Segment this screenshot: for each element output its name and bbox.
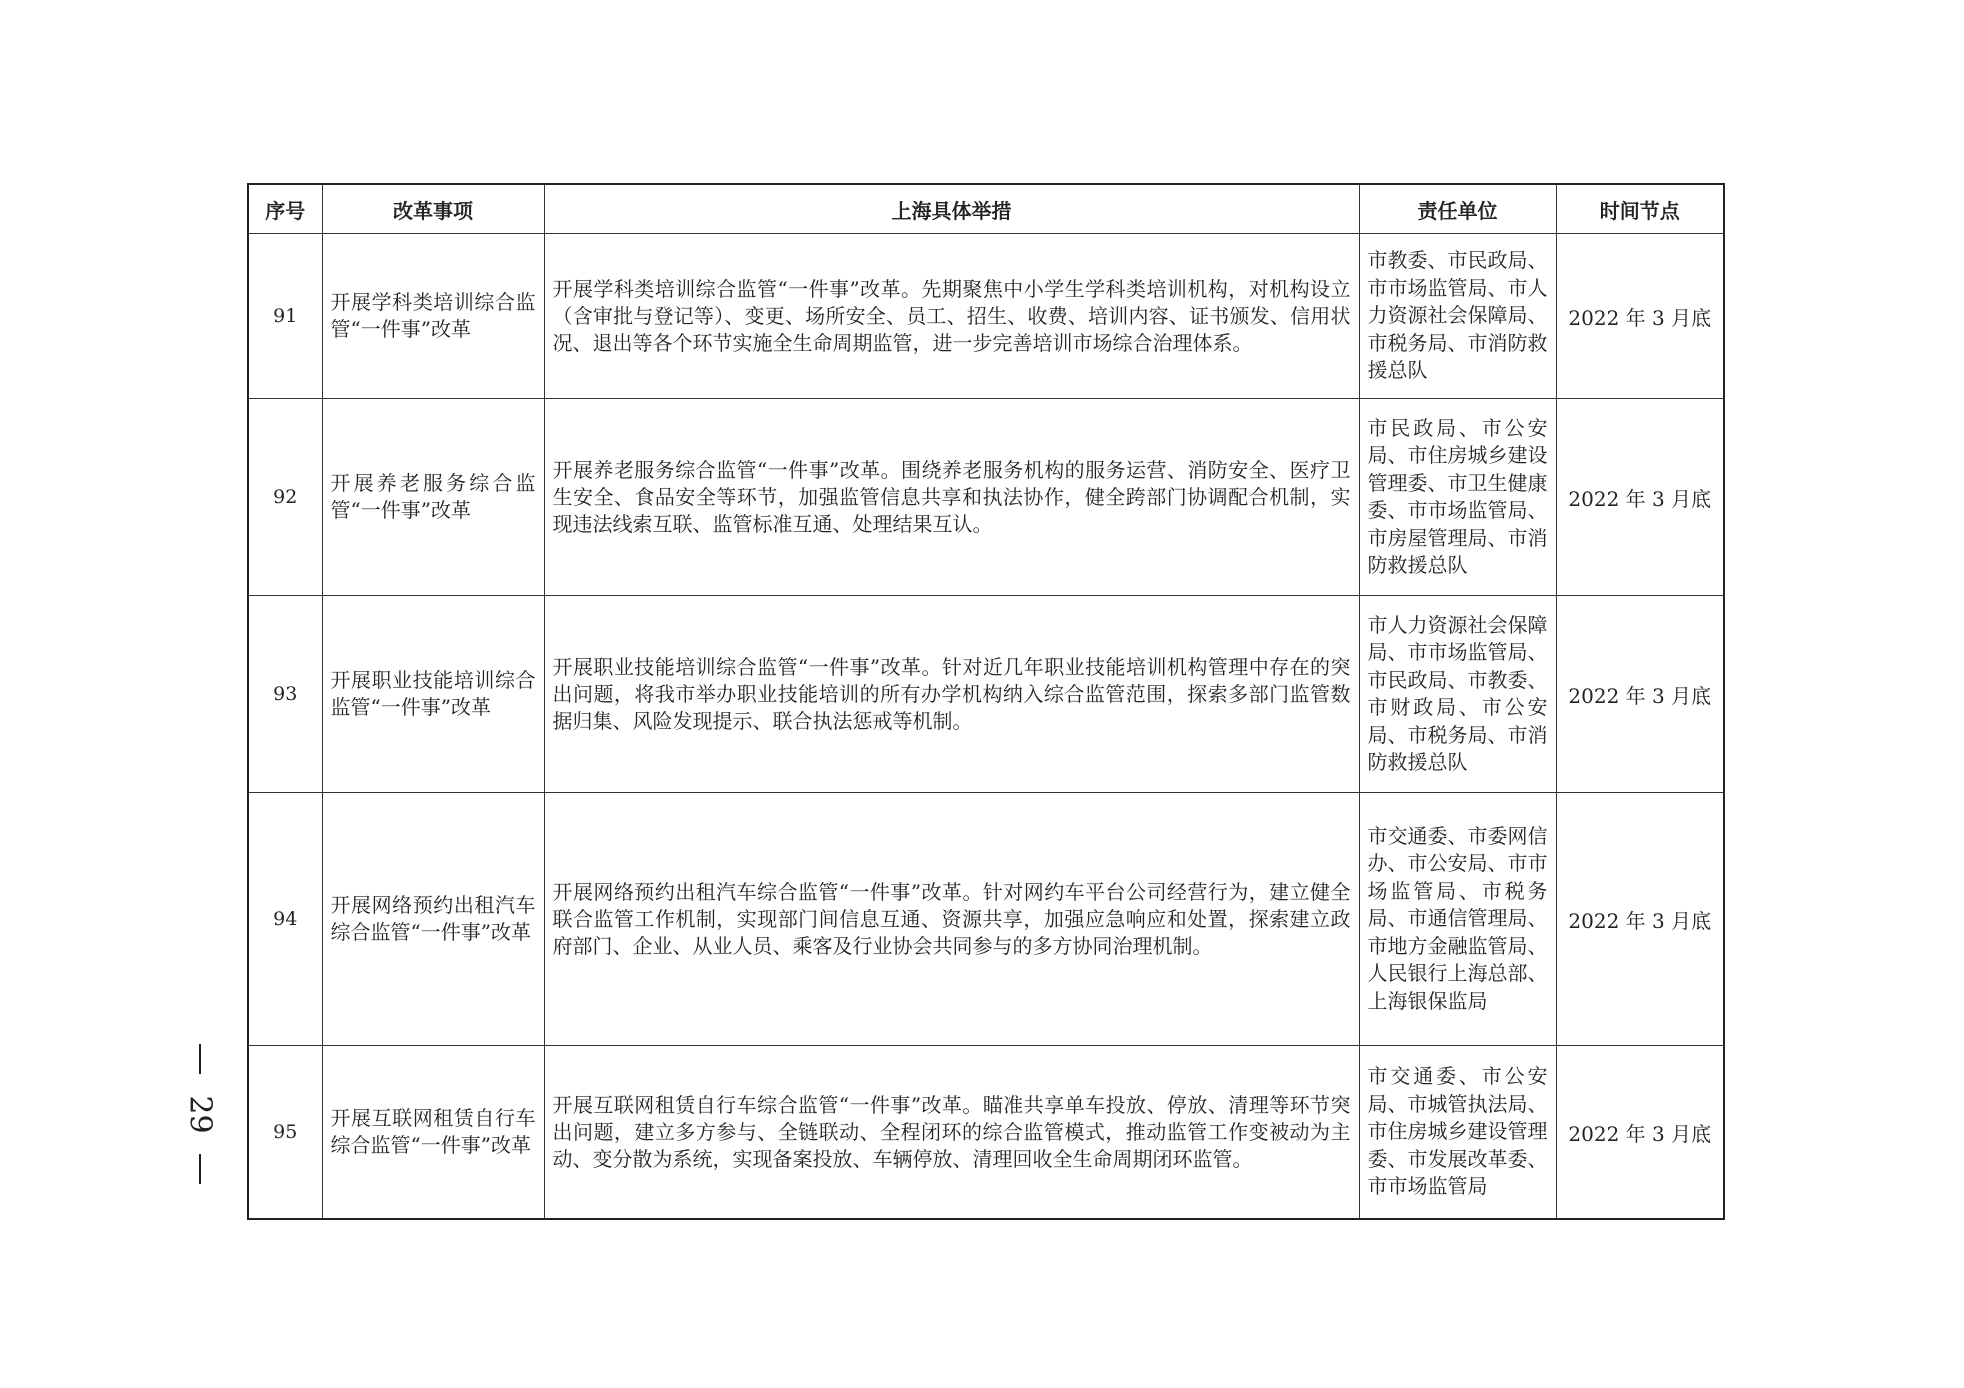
measure-text: 开展养老服务综合监管“一件事”改革。围绕养老服务机构的服务运营、消防安全、医疗卫生安全、食品安全等环节，加强监管信息共享和执法协作，健全跨部门协调配合机制，实现违法线索互联、监管标准互通、处理结果互认。 — [544, 399, 1359, 596]
row-number: 94 — [248, 793, 322, 1046]
measure-text: 开展互联网租赁自行车综合监管“一件事”改革。瞄准共享单车投放、停放、清理等环节突出问题，建立多方参与、全链联动、全程闭环的综合监管模式，推动监管工作变被动为主动、变分散为系统，实现备案投放、车辆停放、清理回收全生命周期闭环监管。 — [544, 1046, 1359, 1220]
deadline: 2022 年 3 月底 — [1556, 399, 1724, 596]
responsible-units: 市交通委、市委网信办、市公安局、市市场监管局、市税务局、市通信管理局、市地方金融监管局、人民银行上海总部、上海银保监局 — [1359, 793, 1556, 1046]
header-reform-item: 改革事项 — [322, 184, 544, 234]
measure-text: 开展职业技能培训综合监管“一件事”改革。针对近几年职业技能培训机构管理中存在的突出问题，将我市举办职业技能培训的所有办学机构纳入综合监管范围，探索多部门监管数据归集、风险发现提示、联合执法惩戒等机制。 — [544, 596, 1359, 793]
row-number: 95 — [248, 1046, 322, 1220]
page-number-dash-top — [199, 1044, 201, 1074]
page-number-marker — [180, 1044, 220, 1184]
table-row — [248, 234, 1724, 399]
table-row — [248, 793, 1724, 1046]
responsible-units: 市教委、市民政局、市市场监管局、市人力资源社会保障局、市税务局、市消防救援总队 — [1359, 234, 1556, 399]
responsible-units: 市交通委、市公安局、市城管执法局、市住房城乡建设管理委、市发展改革委、市市场监管局 — [1359, 1046, 1556, 1220]
header-measures: 上海具体举措 — [544, 184, 1359, 234]
reform-item: 开展网络预约出租汽车综合监管“一件事”改革 — [322, 793, 544, 1046]
reform-item: 开展职业技能培训综合监管“一件事”改革 — [322, 596, 544, 793]
deadline: 2022 年 3 月底 — [1556, 234, 1724, 399]
table-header-row — [248, 184, 1724, 234]
measure-text: 开展网络预约出租汽车综合监管“一件事”改革。针对网约车平台公司经营行为，建立健全联合监管工作机制，实现部门间信息互通、资源共享，加强应急响应和处置，探索建立政府部门、企业、从业人员、乘客及行业协会共同参与的多方协同治理机制。 — [544, 793, 1359, 1046]
responsible-units: 市民政局、市公安局、市住房城乡建设管理委、市卫生健康委、市市场监管局、市房屋管理局、市消防救援总队 — [1359, 399, 1556, 596]
header-deadline: 时间节点 — [1556, 184, 1724, 234]
table-row — [248, 1046, 1724, 1220]
reform-item: 开展学科类培训综合监管“一件事”改革 — [322, 234, 544, 399]
row-number: 91 — [248, 234, 322, 399]
deadline: 2022 年 3 月底 — [1556, 596, 1724, 793]
row-number: 93 — [248, 596, 322, 793]
page-number-dash-bottom — [199, 1154, 201, 1184]
header-index: 序号 — [248, 184, 322, 234]
page-number: 29 — [182, 1094, 218, 1134]
table-row — [248, 399, 1724, 596]
reform-table — [247, 183, 1725, 1220]
deadline: 2022 年 3 月底 — [1556, 1046, 1724, 1220]
deadline: 2022 年 3 月底 — [1556, 793, 1724, 1046]
reform-item: 开展养老服务综合监管“一件事”改革 — [322, 399, 544, 596]
measure-text: 开展学科类培训综合监管“一件事”改革。先期聚焦中小学生学科类培训机构，对机构设立（含审批与登记等）、变更、场所安全、员工、招生、收费、培训内容、证书颁发、信用状况、退出等各个环节实施全生命周期监管，进一步完善培训市场综合治理体系。 — [544, 234, 1359, 399]
responsible-units: 市人力资源社会保障局、市市场监管局、市民政局、市教委、市财政局、市公安局、市税务局、市消防救援总队 — [1359, 596, 1556, 793]
reform-item: 开展互联网租赁自行车综合监管“一件事”改革 — [322, 1046, 544, 1220]
row-number: 92 — [248, 399, 322, 596]
table-row — [248, 596, 1724, 793]
header-responsible-units: 责任单位 — [1359, 184, 1556, 234]
